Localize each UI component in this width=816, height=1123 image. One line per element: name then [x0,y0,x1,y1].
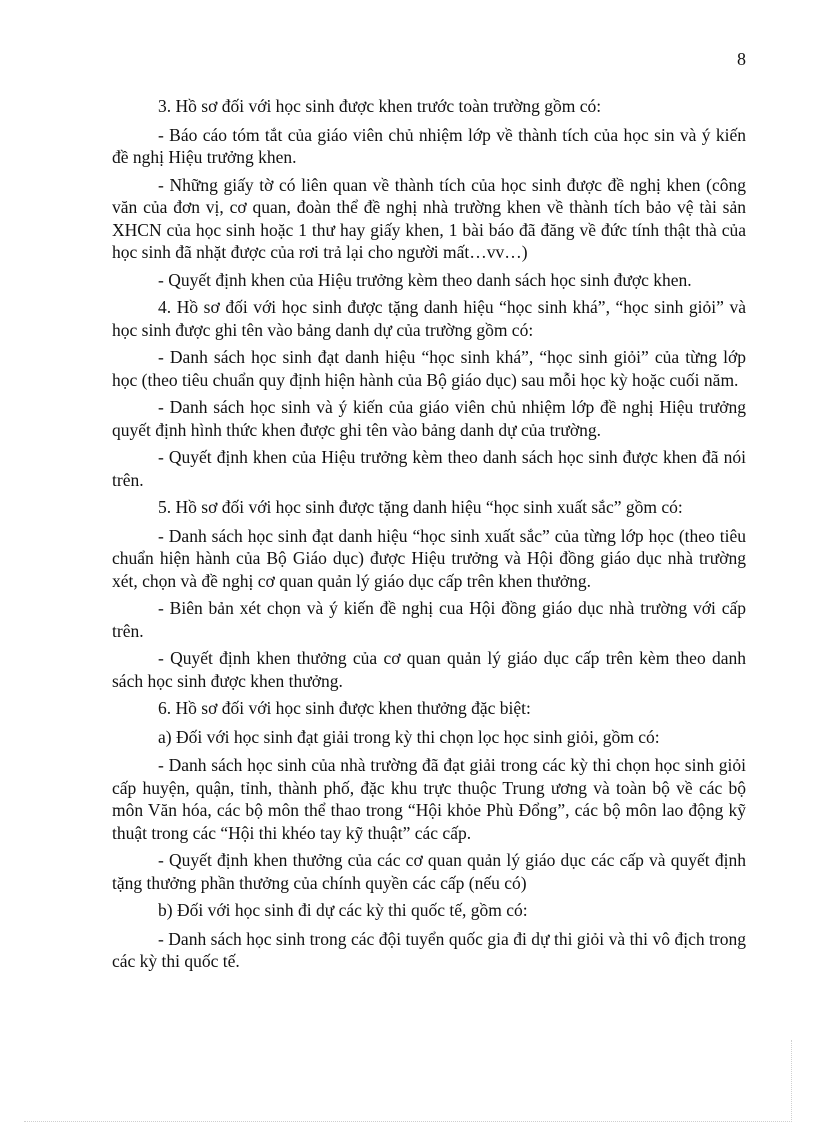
paragraph: - Những giấy tờ có liên quan về thành tích của học sinh được đề nghị khen (công văn của đơn vị, cơ quan, đoàn thể đề nghị nhà trường khen về thành tích bảo vệ tài sản XHCN của học sinh hoặc 1 thư hay giấy khen, 1 bài báo đã đăng về đức tính thật thà của học sinh đã nhặt được của rơi trả lại cho người mất…vv…) [112,174,746,262]
paragraph: - Danh sách học sinh trong các đội tuyển quốc gia đi dự thi giỏi và thi vô địch trong các kỳ thi quốc tế. [112,928,746,971]
paragraph: - Danh sách học sinh đạt danh hiệu “học sinh khá”, “học sinh giỏi” của từng lớp học (theo tiêu chuẩn quy định hiện hành của Bộ giáo dục) sau mỗi học kỳ hoặc cuối năm. [112,347,746,390]
page-bottom-divider [24,1121,792,1122]
paragraph: - Danh sách học sinh đạt danh hiệu “học sinh xuất sắc” của từng lớp học (theo tiêu chuẩn hiện hành của Bộ Giáo dục) được Hiệu trưởng và Hội đồng giáo dục nhà trường xét, chọn và đề nghị cơ quan quản lý giáo dục cấp trên khen thưởng. [112,525,746,591]
page-number: 8 [737,49,746,69]
heading-item-5: 5. Hồ sơ đối với học sinh được tặng danh hiệu “học sinh xuất sắc” gồm có: [158,497,683,517]
paragraph: - Quyết định khen của Hiệu trưởng kèm theo danh sách học sinh được khen. [158,269,692,290]
paragraph: - Quyết định khen thưởng của cơ quan quản lý giáo dục cấp trên kèm theo danh sách học sinh được khen thưởng. [112,648,746,691]
subheading-a: a) Đối với học sinh đạt giải trong kỳ thi chọn lọc học sinh giỏi, gồm có: [158,726,660,747]
paragraph: - Danh sách học sinh của nhà trường đã đạt giải trong các kỳ thi chọn học sinh giỏi cấp huyện, quận, tỉnh, thành phố, đặc khu trực thuộc Trung ương và toàn bộ về các bộ môn Văn hóa, các bộ môn thể thao trong “Hội khỏe Phù Đổng”, các bộ môn lao động kỹ thuật trong các “Hội thi khéo tay kỹ thuật” các cấp. [112,755,746,843]
paragraph: - Biên bản xét chọn và ý kiến đề nghị cua Hội đồng giáo dục nhà trường với cấp trên. [112,598,746,641]
page-side-divider [791,1040,792,1122]
page-body [112,95,746,978]
paragraph: - Báo cáo tóm tắt của giáo viên chủ nhiệm lớp về thành tích của học sin và ý kiến đề nghị Hiệu trưởng khen. [112,124,746,167]
paragraph: - Danh sách học sinh và ý kiến của giáo viên chủ nhiệm lớp đề nghị Hiệu trưởng quyết định hình thức khen được ghi tên vào bảng danh dự của trường. [112,397,746,440]
paragraph: - Quyết định khen thưởng của các cơ quan quản lý giáo dục các cấp và quyết định tặng thưởng phần thưởng của chính quyền các cấp (nếu có) [112,850,746,893]
heading-item-6: 6. Hồ sơ đối với học sinh được khen thưởng đặc biệt: [158,698,531,718]
paragraph: - Quyết định khen của Hiệu trưởng kèm theo danh sách học sinh được khen đã nói trên. [112,447,746,490]
heading-item-3: 3. Hồ sơ đối với học sinh được khen trước toàn trường gồm có: [158,96,602,116]
subheading-b: b) Đối với học sinh đi dự các kỳ thi quốc tế, gồm có: [158,900,528,920]
heading-item-4: 4. Hồ sơ đối với học sinh được tặng danh hiệu “học sinh khá”, “học sinh giỏi” và học sinh được ghi tên vào bảng danh dự của trường gồm có: [112,297,746,340]
